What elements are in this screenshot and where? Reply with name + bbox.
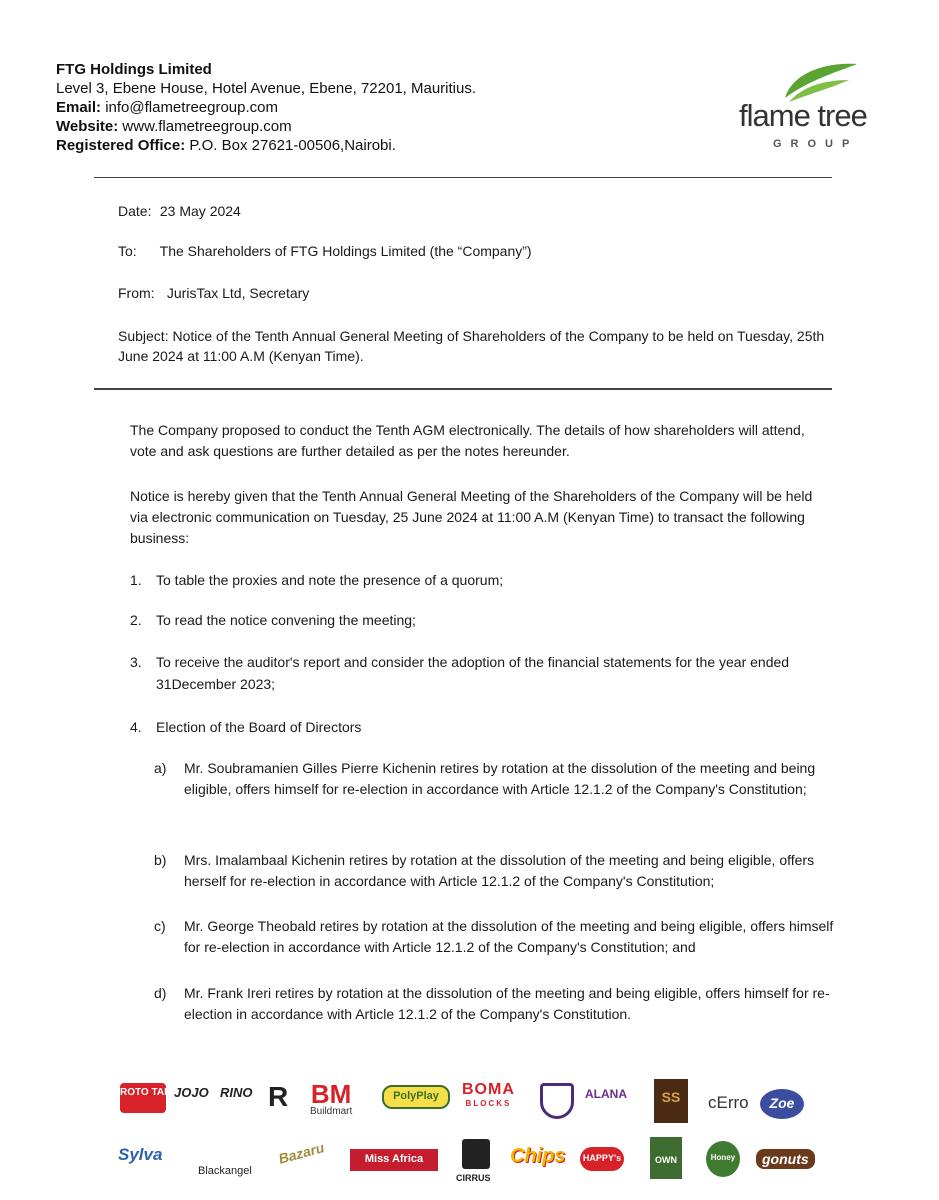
bm-subtitle: Buildmart <box>310 1106 353 1117</box>
boma-subtitle: BLOCKS <box>465 1099 512 1108</box>
happys-logo: HAPPY's <box>580 1147 624 1171</box>
gonuts-logo: gonuts <box>756 1149 815 1169</box>
to-label: To: <box>118 243 137 259</box>
blackangel-logo: Blackangel <box>198 1165 252 1177</box>
from-line <box>118 285 309 301</box>
company-email-line <box>56 98 476 117</box>
director-text: Mr. Frank Ireri retires by rotation at the dissolution of the meeting and being eligible, offers himself for re-election in accordance with Article 12.1.2 of the Company's Constitution. <box>184 985 830 1022</box>
alana-logo: ALANA <box>585 1087 627 1101</box>
boma-blocks-logo <box>462 1081 515 1108</box>
intro-paragraph: The Company proposed to conduct the Tenth AGM electronically. The details of how shareholders will attend, vote and ask questions are further detailed as per the notes hereunder. <box>130 422 805 459</box>
email-label: Email: <box>56 99 102 116</box>
date-line <box>118 203 241 219</box>
cerro-logo: cErro <box>708 1093 749 1112</box>
office-address: P.O. Box 27621-00506,Nairobi. <box>189 137 396 154</box>
jojo-logo: JOJO <box>174 1085 209 1100</box>
rex-logo: R <box>268 1081 289 1112</box>
email-link[interactable]: info@flametreegroup.com <box>105 99 278 116</box>
subject-divider <box>94 388 832 390</box>
flame-tree-logo <box>735 58 895 154</box>
subject-value: Notice of the Tenth Annual General Meeting of Shareholders of the Company to be held on Tuesday, 25th June 2024 at 11:00 A.M (Kenyan Time). <box>118 328 825 364</box>
to-value: The Shareholders of FTG Holdings Limited (the “Company”) <box>159 243 532 259</box>
shield-logo <box>540 1083 574 1119</box>
agenda-number: 1. <box>130 572 142 588</box>
company-website-line <box>56 117 476 136</box>
director-text: Mr. Soubramanien Gilles Pierre Kichenin retires by rotation at the dissolution of the meeting and being eligible, offers himself for re-election in accordance with Article 12.1.2 of the Company's Constitution; <box>184 760 816 797</box>
agenda-text: To read the notice convening the meeting; <box>156 612 416 628</box>
to-line <box>118 243 532 259</box>
roto-tanks-logo: ROTO TANKS <box>120 1083 166 1113</box>
header-divider <box>94 177 832 178</box>
logo-wordmark: flame tree <box>739 98 867 133</box>
cirrus-label: CIRRUS <box>456 1173 491 1183</box>
boma-mark: BOMA <box>462 1081 515 1098</box>
from-label: From: <box>118 285 155 301</box>
notice-paragraph: Notice is hereby given that the Tenth Annual General Meeting of the Shareholders of the Company will be held via electronic communication on Tuesday, 25 June 2024 at 11:00 A.M (Kenyan Time) to transact the following business: <box>130 488 813 546</box>
director-text: Mr. George Theobald retires by rotation at the dissolution of the meeting and being eligible, offers himself for re-election in accordance with Article 12.1.2 of the Company's Constitution; and <box>184 918 834 955</box>
agenda-number: 4. <box>130 719 142 735</box>
subject-label: Subject: <box>118 328 169 344</box>
agenda-text: To table the proxies and note the presence of a quorum; <box>156 572 504 588</box>
company-header <box>56 60 476 155</box>
chips-logo: Chips <box>510 1145 566 1167</box>
company-office-line <box>56 136 476 155</box>
website-label: Website: <box>56 118 119 135</box>
date-label: Date: <box>118 203 152 219</box>
sylva-logo: Sylva <box>118 1145 163 1164</box>
buildmart-logo <box>310 1079 352 1117</box>
brand-logo-strip <box>110 1075 830 1185</box>
from-value: JurisTax Ltd, Secretary <box>166 285 310 301</box>
miss-africa-logo: Miss Africa <box>350 1149 438 1171</box>
office-label: Registered Office: <box>56 137 186 154</box>
honey-logo: Honey <box>706 1141 740 1177</box>
director-letter: b) <box>154 852 167 868</box>
ss-logo: SS <box>654 1079 688 1123</box>
director-letter: c) <box>154 918 166 934</box>
agenda-number: 2. <box>130 612 142 628</box>
logo-group-text: GROUP <box>773 138 859 150</box>
date-value: 23 May 2024 <box>159 203 241 219</box>
director-letter: d) <box>154 985 167 1001</box>
agenda-text: To receive the auditor's report and consider the adoption of the financial statements for the year ended 31December 2023; <box>156 654 790 692</box>
website-link[interactable]: www.flametreegroup.com <box>122 118 292 135</box>
subject-line <box>118 326 838 366</box>
bm-mark: BM <box>310 1079 352 1109</box>
polyplay-logo: PolyPlay <box>382 1085 450 1109</box>
director-text: Mrs. Imalambaal Kichenin retires by rotation at the dissolution of the meeting and being eligible, offers herself for re-election in accordance with Article 12.1.2 of the Company's Constitution; <box>184 852 815 889</box>
own-logo: OWN <box>650 1137 682 1179</box>
rino-logo: RINO <box>220 1085 253 1100</box>
zoe-logo: Zoe <box>760 1089 804 1119</box>
cirrus-icon <box>462 1139 490 1169</box>
bazaru-logo: Bazaru <box>276 1139 326 1167</box>
agenda-text: Election of the Board of Directors <box>156 719 362 735</box>
agenda-number: 3. <box>130 654 142 670</box>
company-address: Level 3, Ebene House, Hotel Avenue, Ebene, 72201, Mauritius. <box>56 80 477 97</box>
director-letter: a) <box>154 760 167 776</box>
company-name: FTG Holdings Limited <box>56 61 212 78</box>
